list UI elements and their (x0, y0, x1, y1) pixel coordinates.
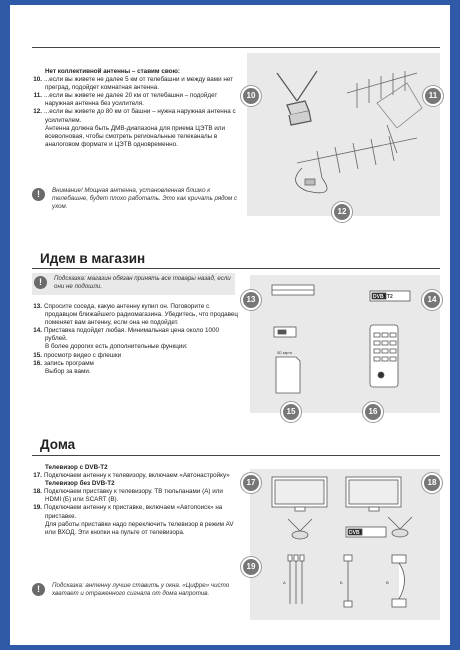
connection-illustration (250, 469, 440, 620)
home-extra-text: Для работы приставки надо переключить телевизор в режим AV или ВХОД. Эти кнопки на пульте от телевизора. (45, 520, 234, 536)
antenna-extra-text: Антенна должна быть ДМВ-диапазона для приема ЦЭТВ или всеволновая, чтобы смотреть региональные телеканалы в аналоговом формате и ЦЭТВ одновременно. (45, 124, 225, 148)
outdoor-antenna-icon (347, 71, 422, 153)
shop-hint-note: ! Подсказка: магазин обязан принять все товары назад, если они не подошли. (34, 275, 234, 291)
shop-illustration-panel (246, 275, 440, 416)
badge-13: 13 (241, 290, 261, 310)
home-subheading-1: Телевизор с DVB-T2 (45, 464, 108, 471)
t2-label: T2 (387, 294, 393, 300)
badge-11: 11 (423, 86, 443, 106)
home-hint-note: ! Подсказка: антенну лучше ставить у окна. «Цифре» чисто хватает и отраженного сигнала от дома напротив. (32, 582, 240, 598)
badge-10: 10 (241, 86, 261, 106)
home-text-block (32, 464, 240, 537)
home-rule (32, 455, 440, 456)
list-item: 13. Спросите соседа, какую антенну купил он. Поговорите с продавцом ближайшего радиомагазина. Убедитесь, что продавец поменяет вам антенну, если она не подойдет. (33, 303, 239, 327)
list-item: 10. ...если вы живете не далее 5 км от телебашни и между вами нет преград, подойдет комнатная антенна. (33, 76, 234, 92)
badge-12: 12 (332, 202, 352, 222)
devices-illustration (250, 275, 440, 413)
list-item: 18. Подключаем приставку к телевизору. ТВ тюльпанами (А) или HDMI (Б) или SCART (В). (33, 488, 223, 504)
home-subheading-2: Телевизор без DVB-T2 (45, 480, 115, 488)
antenna-heading: Нет коллективной антенны – ставим свою: (45, 68, 180, 75)
tv-icon (272, 477, 401, 511)
shop-rule (32, 268, 440, 269)
antenna-illustration-panel (247, 53, 440, 216)
indoor-antenna-icon (277, 71, 317, 125)
dvb-label: DVB (373, 294, 384, 300)
shop-text-block (32, 303, 240, 376)
home-section-title: Дома (40, 437, 76, 452)
list-item: 14. Приставка подойдет любая. Минимальная цена около 1000 рублей. (33, 327, 219, 343)
list-item: 16. запись программ (33, 359, 94, 367)
cable-label-c: В (386, 580, 389, 585)
list-item: 15. просмотр видео с флешки (33, 351, 122, 359)
usb-flash-icon (274, 327, 296, 337)
remote-control-icon (370, 325, 398, 387)
cable-label-a: А (283, 580, 286, 585)
home-illustration-panel (246, 469, 440, 620)
hdmi-cable-icon (344, 555, 352, 607)
list-item: 12. ...если вы живете до 80 км от башни – нужна наружная антенна с усилителем. (33, 108, 236, 124)
sd-label: SD карта (277, 351, 292, 355)
list-item: 19. Подключаем антенну к приставке, включаем «Автопоиск» на приставке. (33, 504, 223, 520)
exclamation-icon: ! (34, 276, 47, 289)
amplified-antenna-icon (296, 136, 417, 193)
badge-16: 16 (363, 402, 383, 422)
rca-cable-icon (288, 555, 304, 604)
list-item: 11. ...если вы живете не далее 20 км от телебашни – подойдет наружная антенна без усилителя. (33, 92, 218, 108)
antenna-text-block (32, 68, 240, 149)
sd-card-icon (276, 357, 300, 393)
dvb-label: DVB (349, 530, 360, 536)
exclamation-icon: ! (32, 188, 45, 201)
badge-14: 14 (422, 290, 442, 310)
page (10, 5, 450, 645)
badge-17: 17 (241, 473, 261, 493)
shop-section-title: Идем в магазин (40, 251, 146, 266)
shop-extra2-text: Выбор за вами. (45, 367, 91, 375)
antennas-illustration (247, 53, 440, 216)
badge-19: 19 (241, 557, 261, 577)
shop-extra-text: В более дорогих есть дополнительные функции: (45, 343, 188, 351)
antenna-warning-note: ! Внимание! Мощная антенна, установленная близко к телебашне, будет плохо работать. Это как кричать рядом с ухом. (32, 187, 240, 211)
badge-18: 18 (422, 473, 442, 493)
cable-label-b: Б (340, 580, 343, 585)
exclamation-icon: ! (32, 583, 45, 596)
top-rule (32, 47, 440, 48)
badge-15: 15 (281, 402, 301, 422)
scart-cable-icon (392, 555, 406, 607)
list-item: 17. Подключаем антенну к телевизору, включаем «Автонастройку» (33, 472, 230, 480)
